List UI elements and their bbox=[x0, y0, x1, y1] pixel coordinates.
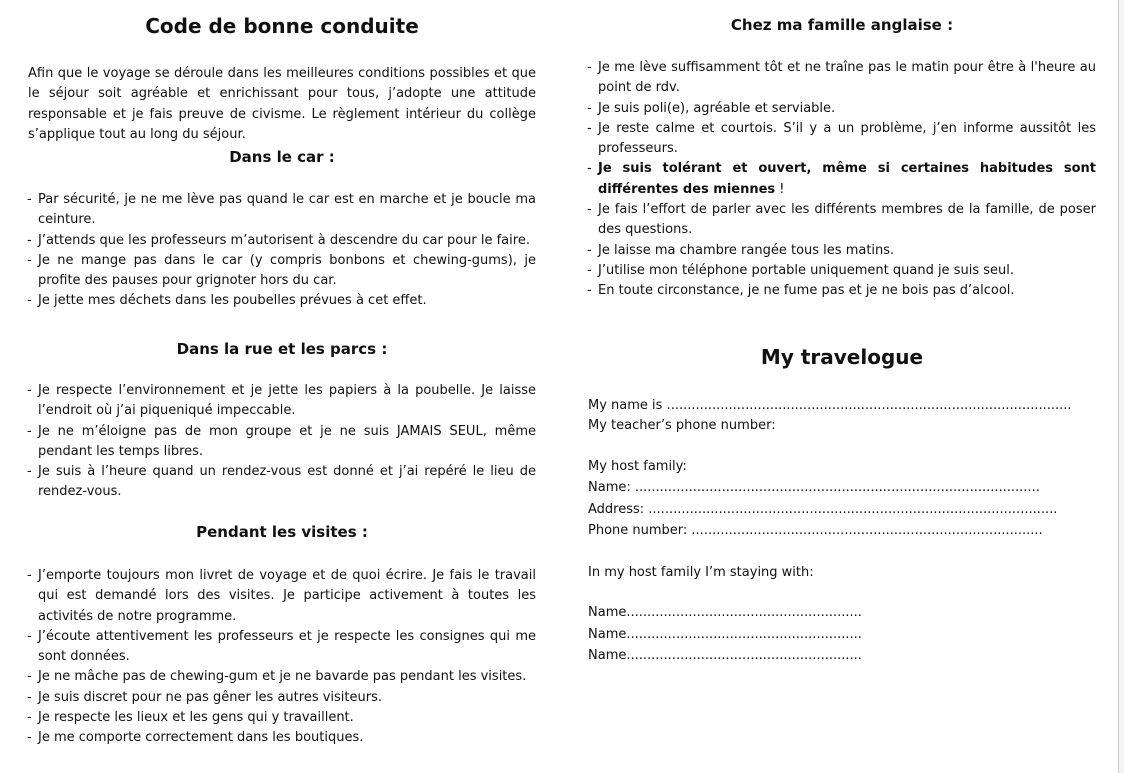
list-item: - Je suis discret pour ne pas gêner les autres visiteurs. bbox=[28, 688, 536, 708]
section-heading-street: Dans la rue et les parcs : bbox=[176, 340, 388, 358]
staying-with-label: In my host family I’m staying with: bbox=[588, 565, 814, 580]
list-item: - J’attends que les professeurs m’autorisent à descendre du car pour le faire. bbox=[28, 231, 536, 251]
list-item: - Je jette mes déchets dans les poubelles prévues à cet effet. bbox=[28, 291, 536, 311]
list-item: - Je laisse ma chambre rangée tous les matins. bbox=[588, 241, 1096, 261]
host-phone-field: Phone number: ..................................................................................... bbox=[588, 523, 1043, 538]
list-item: - J’écoute attentivement les professeurs et je respecte les consignes qui me sont données. bbox=[28, 627, 536, 668]
list-item: - J’utilise mon téléphone portable uniquement quand je suis seul. bbox=[588, 261, 1096, 281]
list-item: - Je fais l’effort de parler avec les différents membres de la famille, de poser des questions. bbox=[588, 200, 1096, 241]
list-item: - Je suis à l’heure quand un rendez-vous est donné et j’ai repéré le lieu de rendez-vous. bbox=[28, 462, 536, 503]
host-name-field: Name: .................................................................................................. bbox=[588, 480, 1040, 495]
list-item: - Par sécurité, je ne me lève pas quand le car est en marche et je boucle ma ceinture. bbox=[28, 190, 536, 231]
my-name-field: My name is .................................................................................................. bbox=[588, 398, 1072, 413]
visit-rules-list bbox=[28, 566, 536, 749]
bus-rules-list bbox=[28, 190, 536, 312]
list-item: - Je ne m’éloigne pas de mon groupe et je ne suis JAMAIS SEUL, même pendant les temps libres. bbox=[28, 422, 536, 463]
list-item: - Je me lève suffisamment tôt et ne traîne pas le matin pour être à l'heure au point de rdv. bbox=[588, 58, 1096, 99]
street-rules-list bbox=[28, 381, 536, 503]
travelogue-title: My travelogue bbox=[760, 345, 924, 369]
bold-rule-tail: ! bbox=[775, 181, 785, 197]
list-item: - J’emporte toujours mon livret de voyage et de quoi écrire. Je fais le travail qui est demandé lors des visites. Je participe activement à toutes les activités de notre programme. bbox=[28, 566, 536, 627]
host-family-label: My host family: bbox=[588, 459, 687, 474]
host-address-field: Address: ................................................................................................... bbox=[588, 502, 1058, 517]
list-item: - Je ne mâche pas de chewing-gum et je ne bavarde pas pendant les visites. bbox=[28, 667, 536, 687]
bold-rule-text: Je suis tolérant et ouvert, même si certaines habitudes sont différentes des miennes bbox=[598, 161, 1096, 197]
list-item: - En toute circonstance, je ne fume pas et je ne bois pas d’alcool. bbox=[588, 281, 1096, 301]
section-heading-visits: Pendant les visites : bbox=[196, 523, 368, 541]
list-item-bold bbox=[588, 159, 1096, 200]
code-of-conduct-title: Code de bonne conduite bbox=[145, 14, 419, 38]
section-heading-bus: Dans le car : bbox=[229, 148, 335, 166]
student-name-field-1: Name......................................................... bbox=[588, 605, 862, 620]
list-item: - Je suis poli(e), agréable et serviable. bbox=[588, 99, 1096, 119]
list-item: - Je respecte l’environnement et je jette les papiers à la poubelle. Je laisse l’endroit où j’ai piqueniqué impeccable. bbox=[28, 381, 536, 422]
teacher-phone-field: My teacher’s phone number: bbox=[588, 418, 776, 433]
list-item: - Je reste calme et courtois. S’il y a un problème, j’en informe aussitôt les professeurs. bbox=[588, 119, 1096, 160]
list-item: - Je ne mange pas dans le car (y compris bonbons et chewing-gums), je profite des pauses pour grignoter hors du car. bbox=[28, 251, 536, 292]
list-item: - Je respecte les lieux et les gens qui y travaillent. bbox=[28, 708, 536, 728]
list-item: - Je me comporte correctement dans les boutiques. bbox=[28, 728, 536, 748]
section-heading-host-family: Chez ma famille anglaise : bbox=[730, 16, 954, 34]
student-name-field-2: Name......................................................... bbox=[588, 627, 862, 642]
host-family-rules-list bbox=[588, 58, 1096, 302]
student-name-field-3: Name......................................................... bbox=[588, 648, 862, 663]
intro-paragraph: Afin que le voyage se déroule dans les meilleures conditions possibles et que le séjour soit agréable et enrichissant pour tous, j’adopte une attitude responsable et je fais preuve de civisme. Le règlement intérieur du collège s’applique tout au long du séjour. bbox=[28, 66, 536, 142]
